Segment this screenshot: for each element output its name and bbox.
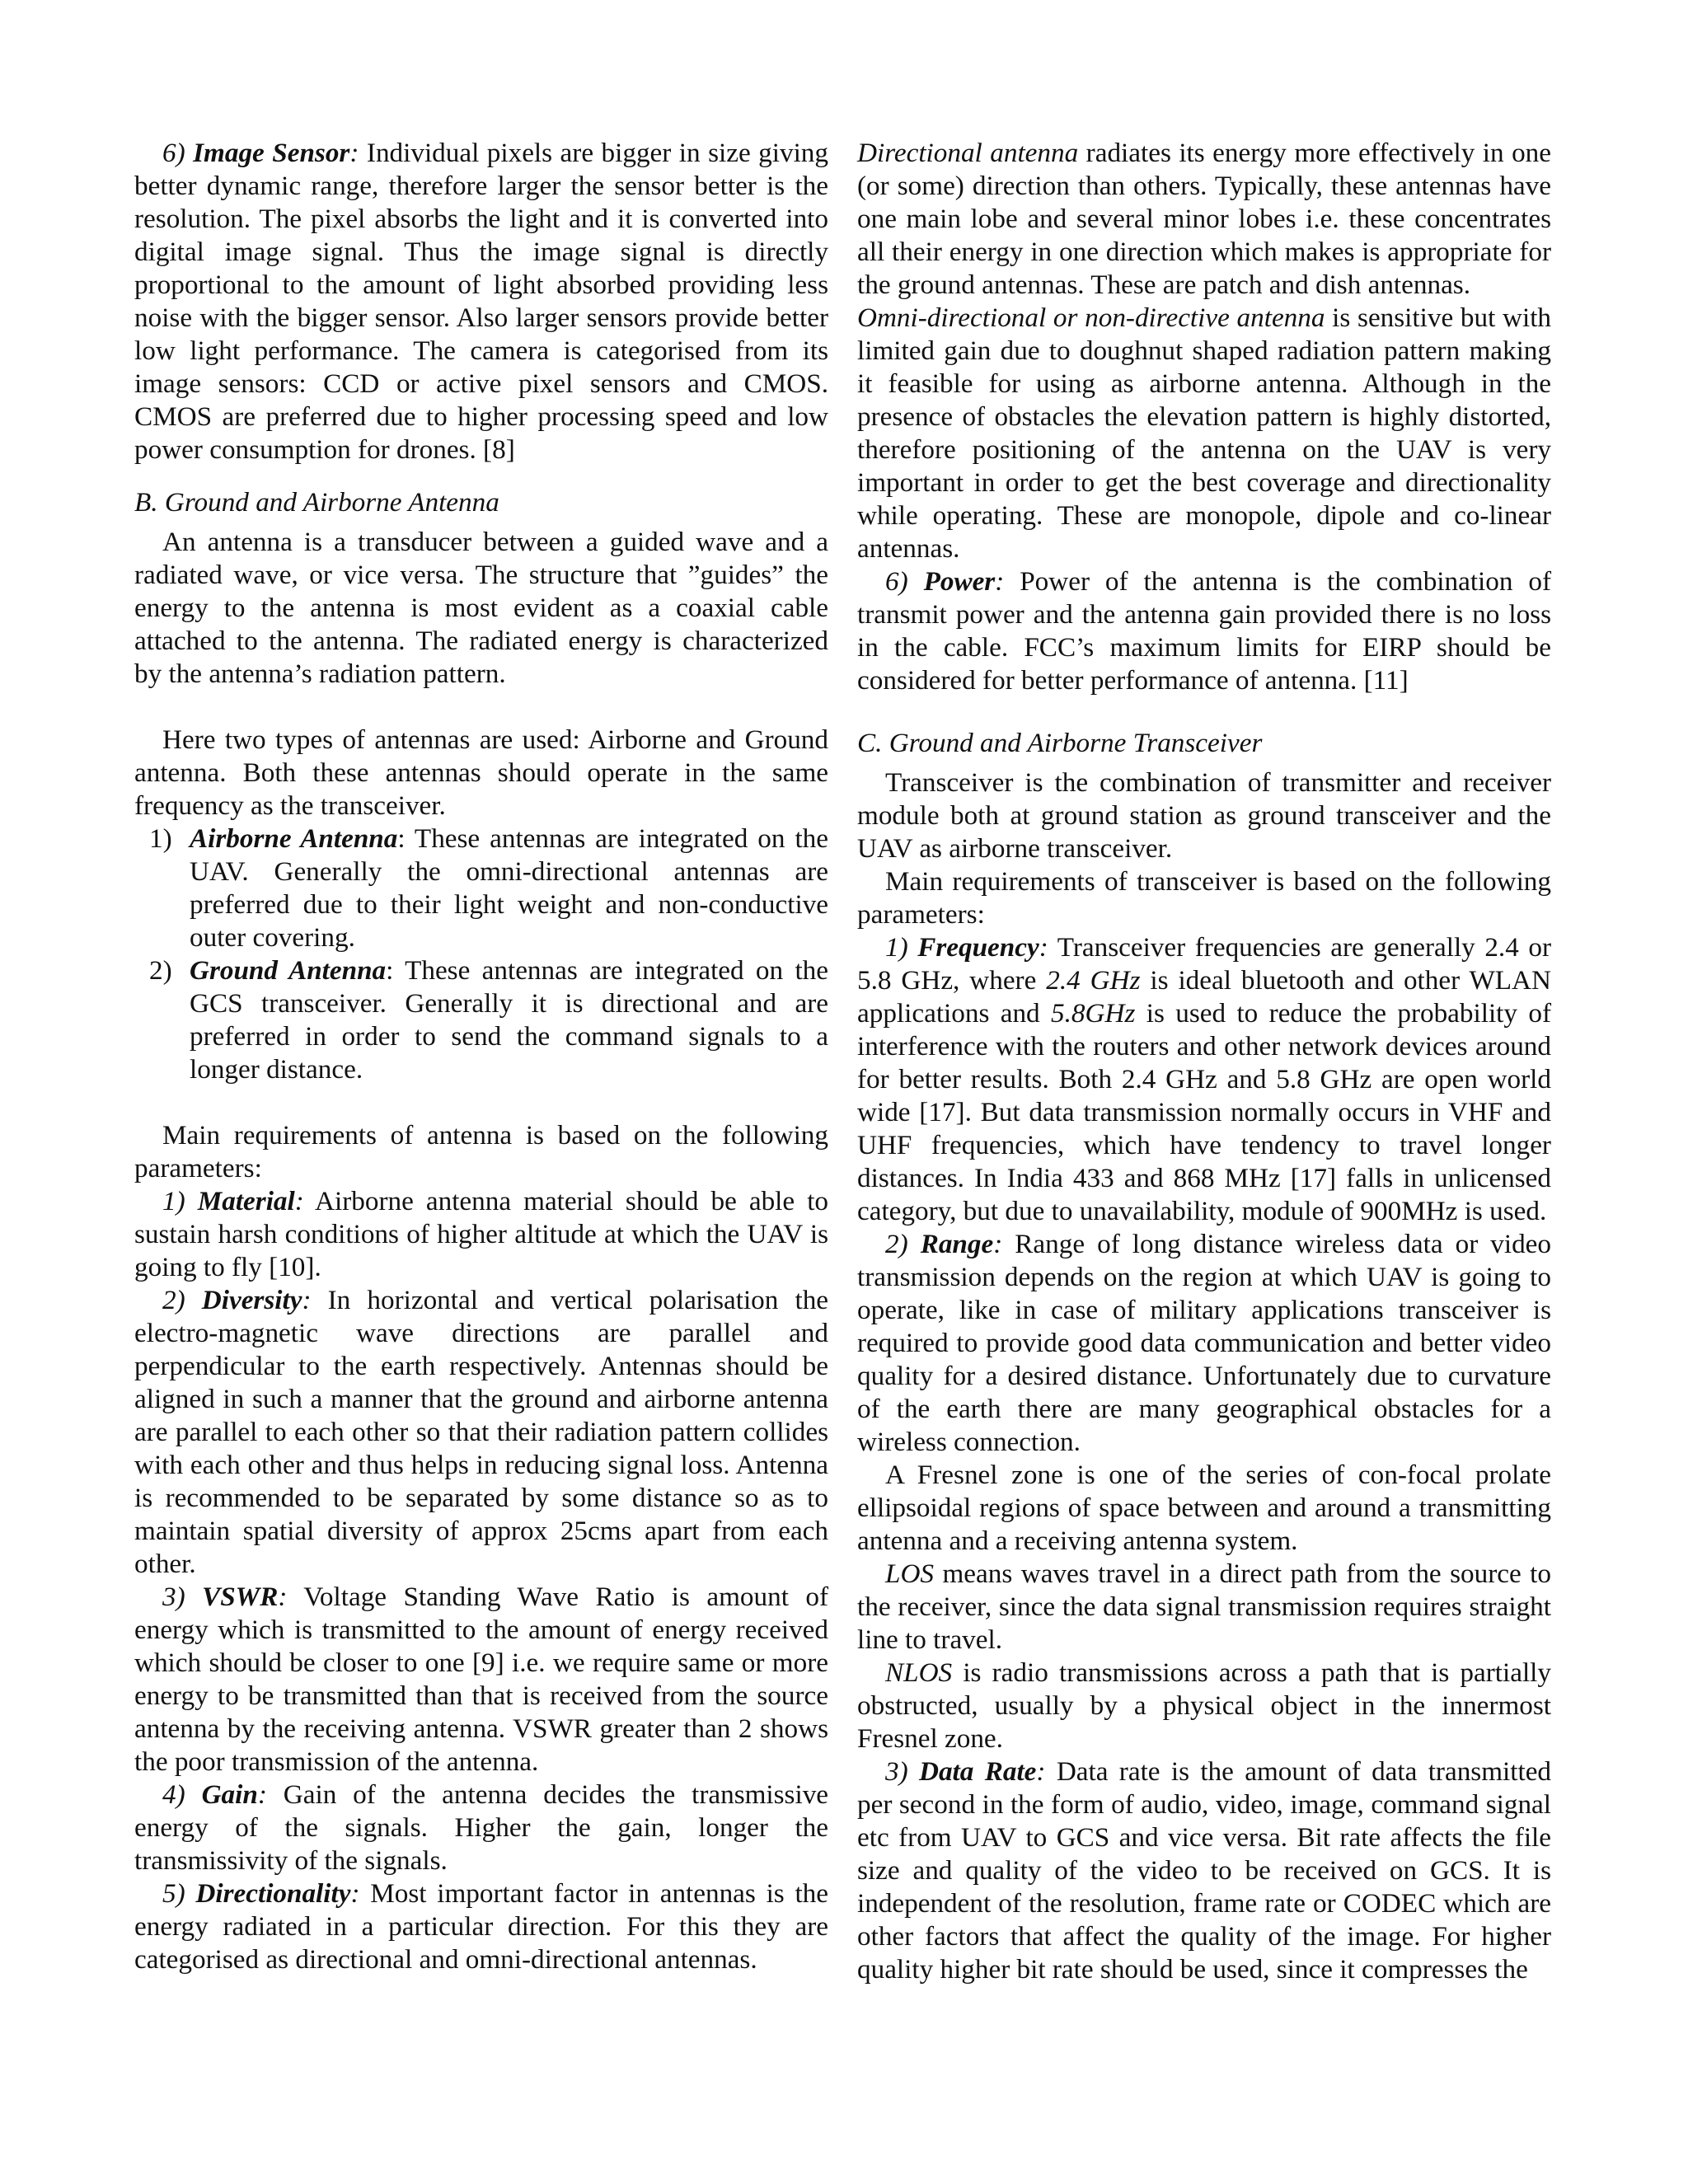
- item-number: 3): [885, 1756, 908, 1787]
- item-number: 3): [162, 1582, 185, 1612]
- item-text: Most important factor in antennas is the energy radiated in a particular direction. For this they are categorised as directional and omni-directional antennas.: [134, 1878, 829, 1975]
- term-omni: Omni-directional or non-directive antenna: [857, 302, 1325, 333]
- paragraph-material: 1) Material: Airborne antenna material should be able to sustain harsh conditions of higher altitude at which the UAV is going to fly [10].: [134, 1186, 829, 1282]
- list-text: : These antennas are integrated on the UAV. Generally the omni-directional antennas are preferred due to their light weight and non-conductive outer covering.: [190, 823, 828, 953]
- item-text: is radio transmissions across a path that is partially obstructed, usually by a physical object in the innermost Fresnel zone.: [857, 1657, 1551, 1754]
- list-term: Airborne Antenna: [190, 823, 398, 854]
- item-term: Gain: [201, 1779, 258, 1810]
- antenna-type-list: [134, 823, 828, 1086]
- paragraph-directionality: 5) Directionality: Most important factor in antennas is the energy radiated in a particular direction. For this they are categorised as directional and omni-directional antennas.: [134, 1878, 829, 1975]
- paragraph-antenna-intro: An antenna is a transducer between a guided wave and a radiated wave, or vice versa. The structure that ”guides” the energy to the antenna is most evident as a coaxial cable attached to the antenna. The radiated energy is characterized by the antenna’s radiation pattern.: [134, 527, 828, 689]
- item-text: Power of the antenna is the combination of transmit power and the antenna gain provided there is no loss in the cable. FCC’s maximum limits for EIRP should be considered for better performance of antenna. [11]: [857, 566, 1552, 696]
- item-text: means waves travel in a direct path from the source to the receiver, since the data signal transmission requires straight line to travel.: [857, 1558, 1551, 1655]
- freq-5-8: 5.8GHz: [1051, 998, 1136, 1029]
- item-number: 1): [885, 932, 908, 963]
- paragraph-gain: 4) Gain: Gain of the antenna decides the transmissive energy of the signals. Higher the gain, longer the transmissivity of the signals.: [134, 1779, 829, 1876]
- paragraph-data-rate: 3) Data Rate: Data rate is the amount of data transmitted per second in the form of audio, video, image, command signal etc from UAV to GCS and vice versa. Bit rate affects the file size and quality of the video to be received on GCS. It is independent of the resolution, frame rate or CODEC which are other factors that affect the quality of the image. For higher quality higher bit rate should be used, since it compresses the: [857, 1756, 1552, 1985]
- item-number: 2): [162, 1285, 185, 1315]
- paragraph-diversity: 2) Diversity: In horizontal and vertical polarisation the electro-magnetic wave directions are parallel and perpendicular to the earth respectively. Antennas should be aligned in such a manner that the ground and airborne antenna are parallel to each other so that their radiation pattern collides with each other and thus helps in reducing signal loss. Antenna is recommended to be separated by some distance so as to maintain spatial diversity of approx 25cms apart from each other.: [134, 1285, 829, 1579]
- item-text: radiates its energy more effectively in one (or some) direction than others. Typically, these antennas have one main lobe and several minor lobes i.e. these concentrates all their energy in one direction which makes is appropriate for the ground antennas. These are patch and dish antennas.: [857, 138, 1551, 300]
- paragraph-frequency: 1) Frequency: Transceiver frequencies are generally 2.4 or 5.8 GHz, where 2.4 GHz is ideal bluetooth and other WLAN applications and 5.8GHz is used to reduce the probability of interference with the routers and other network devices around for better results. Both 2.4 GHz and 5.8 GHz are open world wide [17]. But data transmission normally occurs in VHF and UHF frequencies, which have tendency to travel longer distances. In India 433 and 868 MHz [17] falls in unlicensed category, but due to unavailability, module of 900MHz is used.: [857, 932, 1552, 1226]
- paragraph-power: 6) Power: Power of the antenna is the combination of transmit power and the antenna gain provided there is no loss in the cable. FCC’s maximum limits for EIRP should be considered for better performance of antenna. [11]: [857, 566, 1552, 696]
- paragraph-range: 2) Range: Range of long distance wireless data or video transmission depends on the region at which UAV is going to operate, like in case of military applications transceiver is required to provide good data communication and better video quality for a desired distance. Unfortunately due to curvature of the earth there are many geographical obstacles for a wireless connection.: [857, 1229, 1552, 1457]
- item-text: Voltage Standing Wave Ratio is amount of energy which is transmitted to the amount of energy received which should be closer to one [9] i.e. we require same or more energy to be transmitted than that is received from the source antenna by the receiving antenna. VSWR greater than 2 shows the poor transmission of the antenna.: [134, 1582, 828, 1777]
- item-text: Individual pixels are bigger in size giving better dynamic range, therefore larger the sensor better is the resolution. The pixel absorbs the light and it is converted into digital image signal. Thus the image signal is directly proportional to the amount of light absorbed providing less noise with the bigger sensor. Also larger sensors provide better low light performance. The camera is categorised from its image sensors: CCD or active pixel sensors and CMOS. CMOS are preferred due to higher processing speed and low power consumption for drones. [8]: [134, 138, 828, 465]
- list-item: [134, 823, 828, 954]
- paragraph-antenna-types: Here two types of antennas are used: Airborne and Ground antenna. Both these antennas should operate in the same frequency as the transceiver.: [134, 724, 828, 821]
- item-number: 6): [162, 138, 185, 168]
- item-number: 1): [162, 1186, 185, 1216]
- paragraph-image-sensor: 6) Image Sensor: Individual pixels are bigger in size giving better dynamic range, therefore larger the sensor better is the resolution. The pixel absorbs the light and it is converted into digital image signal. Thus the image signal is directly proportional to the amount of light absorbed providing less noise with the bigger sensor. Also larger sensors provide better low light performance. The camera is categorised from its image sensors: CCD or active pixel sensors and CMOS. CMOS are preferred due to higher processing speed and low power consumption for drones. [8]: [134, 138, 828, 465]
- item-term: VSWR: [202, 1582, 279, 1612]
- item-text: Transceiver frequencies are generally 2.4 or 5.8 GHz, where: [857, 932, 1552, 996]
- paragraph-vswr: 3) VSWR: Voltage Standing Wave Ratio is amount of energy which is transmitted to the amount of energy received which should be closer to one [9] i.e. we require same or more energy to be transmitted than that is received from the source antenna by the receiving antenna. VSWR greater than 2 shows the poor transmission of the antenna.: [134, 1582, 828, 1777]
- item-text: In horizontal and vertical polarisation the electro-magnetic wave directions are parallel and perpendicular to the earth respectively. Antennas should be aligned in such a manner that the ground and airborne antenna are parallel to each other so that their radiation pattern collides with each other and thus helps in reducing signal loss. Antenna is recommended to be separated by some distance so as to maintain spatial diversity of approx 25cms apart from each other.: [134, 1285, 829, 1579]
- term-directional: Directional antenna: [857, 138, 1079, 168]
- item-text: is used to reduce the probability of interference with the routers and other network devices around for better results. Both 2.4 GHz and 5.8 GHz are open world wide [17]. But data transmission normally occurs in VHF and UHF frequencies, which have tendency to travel longer distances. In India 433 and 868 MHz [17] falls in unlicensed category, but due to unavailability, module of 900MHz is used.: [857, 998, 1551, 1226]
- list-number: 1): [149, 823, 172, 854]
- left-column: [134, 137, 828, 1976]
- list-number: 2): [149, 955, 172, 986]
- paragraph-fresnel: A Fresnel zone is one of the series of con-focal prolate ellipsoidal regions of space between and around a transmitting antenna and a receiving antenna system.: [857, 1460, 1551, 1556]
- paragraph-transceiver-requirements: Main requirements of transceiver is based on the following parameters:: [857, 866, 1551, 930]
- list-term: Ground Antenna: [190, 955, 387, 986]
- item-term: Image Sensor: [193, 138, 350, 168]
- item-text: Gain of the antenna decides the transmissive energy of the signals. Higher the gain, longer the transmissivity of the signals.: [134, 1779, 829, 1876]
- paragraph-antenna-requirements: Main requirements of antenna is based on the following parameters:: [134, 1120, 828, 1183]
- spacer: [134, 1086, 828, 1119]
- item-term: Data Rate: [919, 1756, 1037, 1787]
- item-term: Frequency: [917, 932, 1039, 963]
- item-text: Range of long distance wireless data or video transmission depends on the region at which UAV is going to operate, like in case of military applications transceiver is required to provide good data communication and better video quality for a desired distance. Unfortunately due to curvature of the earth there are many geographical obstacles for a wireless connection.: [857, 1229, 1552, 1457]
- item-term: Diversity: [201, 1285, 302, 1315]
- item-text: Airborne antenna material should be able to sustain harsh conditions of higher altitude at which the UAV is going to fly [10].: [134, 1186, 829, 1282]
- term-los: LOS: [885, 1558, 935, 1589]
- paragraph-los: [857, 1558, 1551, 1657]
- paragraph-transceiver-intro: Transceiver is the combination of transmitter and receiver module both at ground station as ground transceiver and the UAV as airborne transceiver.: [857, 767, 1551, 864]
- item-term: Material: [197, 1186, 295, 1216]
- item-number: 5): [162, 1878, 185, 1909]
- term-nlos: NLOS: [885, 1657, 953, 1688]
- item-term: Range: [920, 1229, 994, 1259]
- item-text: is sensitive but with limited gain due to doughnut shaped radiation pattern making it feasible for using as airborne antenna. Although in the presence of obstacles the elevation pattern is highly distorted, therefore positioning of the antenna on the UAV is very important in order to get the best coverage and directionality while operating. These are monopole, dipole and co-linear antennas.: [857, 302, 1552, 564]
- section-heading-c: C. Ground and Airborne Transceiver: [857, 728, 1263, 758]
- item-text: Data rate is the amount of data transmitted per second in the form of audio, video, image, command signal etc from UAV to GCS and vice versa. Bit rate affects the file size and quality of the video to be received on GCS. It is independent of the resolution, frame rate or CODEC which are other factors that affect the quality of the image. For higher quality higher bit rate should be used, since it compresses the: [857, 1756, 1552, 1985]
- item-number: 2): [885, 1229, 908, 1259]
- list-text: : These antennas are integrated on the GCS transceiver. Generally it is directional and are preferred in order to send the command signals to a longer distance.: [190, 955, 828, 1085]
- right-column: [857, 137, 1551, 1986]
- item-text: is ideal bluetooth and other WLAN applications and: [857, 965, 1551, 1029]
- item-term: Power: [923, 566, 996, 597]
- item-term: Directionality: [195, 1878, 351, 1909]
- item-number: 6): [885, 566, 908, 597]
- item-number: 4): [162, 1779, 185, 1810]
- freq-2-4: 2.4 GHz: [1046, 965, 1141, 996]
- paragraph-directional-antenna: [857, 137, 1551, 302]
- paragraph-omni-antenna: [857, 302, 1551, 565]
- list-item: [134, 954, 828, 1086]
- paragraph-nlos: [857, 1657, 1551, 1755]
- section-heading-b: B. Ground and Airborne Antenna: [134, 487, 499, 518]
- spacer: [134, 691, 828, 724]
